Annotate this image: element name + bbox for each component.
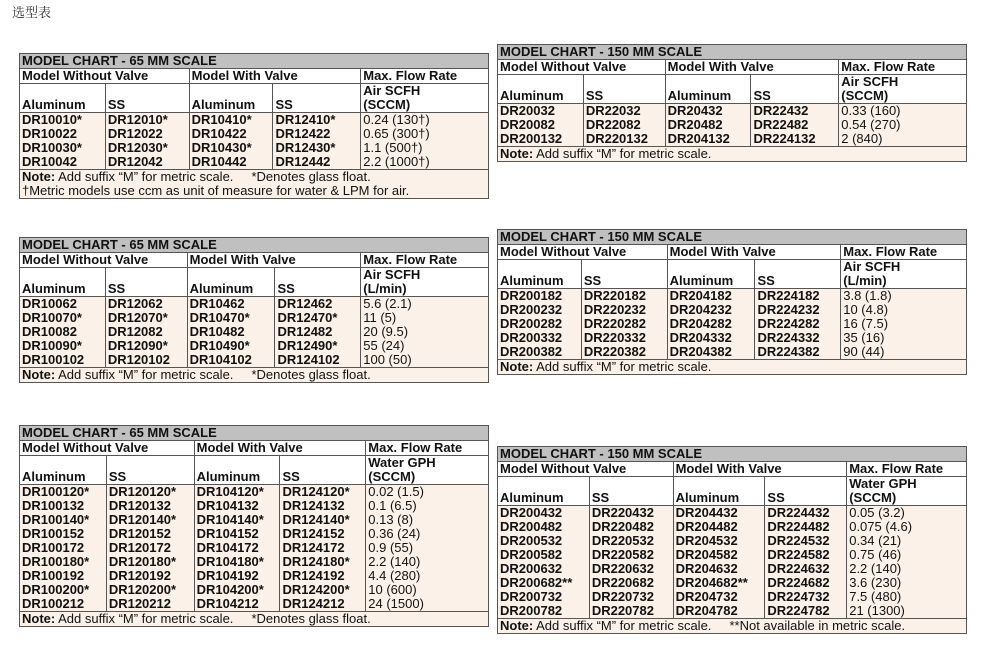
aluminum-without-valve-list	[498, 104, 584, 147]
col-ss-header: SS	[105, 84, 189, 113]
model-number: DR220382	[583, 344, 646, 359]
model-number: DR120132	[108, 498, 171, 513]
group-with-valve: Model With Valve	[665, 60, 839, 75]
model-number: DR104172	[196, 540, 259, 555]
model-number: DR120140*	[108, 512, 177, 527]
ss-with-valve-list	[280, 485, 366, 612]
col-ss-header: SS	[273, 84, 361, 113]
note-text: Add suffix “M” for metric scale. *Denotes glass float.	[55, 367, 371, 382]
flow-unit-line: Air SCFH	[363, 83, 421, 98]
model-number: DR20482	[667, 117, 723, 132]
model-number: DR12030*	[107, 140, 168, 155]
max-flow-header: Max. Flow Rate	[847, 462, 967, 477]
model-number: DR220132	[585, 131, 648, 146]
ss-with-valve-list	[765, 506, 847, 619]
aluminum-with-valve-list	[665, 104, 751, 147]
ss-with-valve-list	[755, 289, 841, 360]
group-without-valve: Model Without Valve	[498, 245, 668, 260]
model-number: DR120192	[108, 568, 171, 583]
flow-rate-value: 0.13 (8)	[368, 512, 414, 527]
flow-rate-value: 24 (1500)	[368, 596, 424, 611]
col-aluminum-header: Aluminum	[673, 477, 765, 506]
model-chart-150mm-air-sccm	[497, 44, 967, 162]
model-number: DR10070*	[22, 310, 82, 325]
model-number: DR124120*	[282, 484, 350, 499]
chart-note	[20, 170, 489, 199]
model-number: DR10062	[22, 296, 77, 311]
model-number: DR224582	[767, 547, 830, 562]
flow-rate-list	[366, 485, 489, 612]
max-flow-header: Max. Flow Rate	[839, 60, 967, 75]
model-number: DR200482	[500, 519, 563, 534]
model-number: DR224732	[767, 589, 830, 604]
model-number: DR120200*	[108, 582, 177, 597]
flow-rate-list	[361, 297, 489, 368]
model-number: DR10022	[22, 126, 77, 141]
flow-unit-header	[841, 260, 967, 289]
model-number: DR224482	[767, 519, 830, 534]
model-number: DR200682**	[500, 575, 573, 590]
flow-rate-value: 16 (7.5)	[843, 316, 889, 331]
model-number: DR204182	[669, 288, 732, 303]
model-number: DR12010*	[107, 112, 168, 127]
chart-title: MODEL CHART - 65 MM SCALE	[20, 238, 489, 253]
aluminum-with-valve-list	[673, 506, 765, 619]
model-number: DR124172	[282, 540, 345, 555]
flow-rate-value: 0.65 (300†)	[363, 126, 430, 141]
chart-note	[498, 147, 967, 162]
model-number: DR12422	[275, 126, 331, 141]
model-number: DR12070*	[107, 310, 168, 325]
flow-rate-value: 7.5 (480)	[849, 589, 902, 604]
flow-rate-value: 0.54 (270)	[841, 117, 901, 132]
col-ss-header: SS	[751, 75, 839, 104]
model-number: DR200632	[500, 561, 563, 576]
model-number: DR104132	[196, 498, 259, 513]
model-number: DR200282	[500, 316, 563, 331]
note-label: Note:	[500, 146, 534, 161]
col-ss-header: SS	[105, 268, 187, 297]
col-aluminum-header: Aluminum	[187, 268, 275, 297]
model-number: DR100212	[22, 596, 85, 611]
model-chart-65mm-water	[19, 425, 489, 627]
model-number: DR10482	[189, 324, 245, 339]
model-number: DR10470*	[189, 310, 250, 325]
model-number: DR124180*	[282, 554, 350, 569]
model-number: DR224682	[767, 575, 830, 590]
model-number: DR104140*	[196, 512, 264, 527]
model-number: DR104102	[189, 352, 252, 367]
flow-unit-line: Water GPH	[849, 476, 917, 491]
flow-rate-value: 2.2 (140)	[368, 554, 421, 569]
flow-unit-line: Water GPH	[368, 455, 436, 470]
model-number: DR12022	[107, 126, 163, 141]
model-number: DR204682**	[675, 575, 748, 590]
model-number: DR200332	[500, 330, 563, 345]
flow-rate-list	[361, 113, 489, 170]
flow-rate-value: 0.9 (55)	[368, 540, 414, 555]
model-number: DR104212	[196, 596, 259, 611]
flow-rate-list	[839, 104, 967, 147]
model-number: DR200732	[500, 589, 563, 604]
model-number: DR12470*	[277, 310, 338, 325]
flow-unit-line: (SCCM)	[849, 490, 897, 505]
flow-rate-value: 2 (840)	[841, 131, 883, 146]
model-number: DR200132	[500, 131, 563, 146]
col-aluminum-header: Aluminum	[498, 260, 582, 289]
model-number: DR220332	[583, 330, 646, 345]
model-number: DR104152	[196, 526, 259, 541]
model-number: DR100152	[22, 526, 85, 541]
aluminum-without-valve-list	[20, 485, 107, 612]
chart-title: MODEL CHART - 65 MM SCALE	[20, 54, 489, 69]
model-number: DR220632	[591, 561, 654, 576]
flow-unit-line: (SCCM)	[363, 97, 411, 112]
flow-rate-value: 0.75 (46)	[849, 547, 902, 562]
model-number: DR10010*	[22, 112, 82, 127]
model-number: DR120212	[108, 596, 171, 611]
model-number: DR22032	[585, 103, 641, 118]
aluminum-with-valve-list	[189, 113, 273, 170]
model-number: DR220682	[591, 575, 654, 590]
group-without-valve: Model Without Valve	[20, 253, 188, 268]
model-number: DR200582	[500, 547, 563, 562]
model-number: DR104180*	[196, 554, 264, 569]
model-chart-65mm-air-sccm	[19, 53, 489, 199]
flow-rate-value: 35 (16)	[843, 330, 885, 345]
model-number: DR22082	[585, 117, 641, 132]
model-number: DR204532	[675, 533, 738, 548]
note-text: Add suffix “M” for metric scale.	[533, 359, 712, 374]
flow-rate-value: 2.2 (1000†)	[363, 154, 430, 169]
model-number: DR22432	[753, 103, 809, 118]
model-number: DR104200*	[196, 582, 264, 597]
page-title: 选型表	[12, 6, 52, 21]
col-aluminum-header: Aluminum	[20, 456, 107, 485]
model-number: DR10410*	[191, 112, 252, 127]
model-number: DR124200*	[282, 582, 350, 597]
max-flow-header: Max. Flow Rate	[361, 253, 489, 268]
chart-title: MODEL CHART - 65 MM SCALE	[20, 426, 489, 441]
model-number: DR124140*	[282, 512, 350, 527]
model-number: DR200432	[500, 505, 563, 520]
col-aluminum-header: Aluminum	[189, 84, 273, 113]
col-aluminum-header: Aluminum	[20, 268, 106, 297]
model-number: DR10430*	[191, 140, 252, 155]
aluminum-without-valve-list	[498, 289, 582, 360]
flow-rate-value: 0.02 (1.5)	[368, 484, 424, 499]
model-chart-150mm-water	[497, 446, 967, 634]
model-number: DR224282	[757, 316, 820, 331]
model-number: DR100102	[22, 352, 85, 367]
max-flow-header: Max. Flow Rate	[361, 69, 489, 84]
flow-rate-value: 1.1 (500†)	[363, 140, 423, 155]
ss-without-valve-list	[581, 289, 667, 360]
flow-rate-value: 0.36 (24)	[368, 526, 421, 541]
flow-rate-value: 11 (5)	[363, 310, 397, 325]
flow-rate-value: 10 (600)	[368, 582, 417, 597]
model-number: DR224632	[767, 561, 830, 576]
model-number: DR100200*	[22, 582, 90, 597]
model-number: DR200782	[500, 603, 563, 618]
flow-rate-value: 0.34 (21)	[849, 533, 902, 548]
flow-rate-value: 55 (24)	[363, 338, 405, 353]
col-ss-header: SS	[765, 477, 847, 506]
flow-rate-list	[847, 506, 967, 619]
flow-rate-value: 0.33 (160)	[841, 103, 901, 118]
ss-without-valve-list	[583, 104, 665, 147]
model-chart-65mm-air-lmin	[19, 237, 489, 383]
group-with-valve: Model With Valve	[194, 441, 366, 456]
model-number: DR12042	[107, 154, 163, 169]
flow-rate-value: 10 (4.8)	[843, 302, 889, 317]
ss-without-valve-list	[589, 506, 673, 619]
aluminum-with-valve-list	[187, 297, 275, 368]
model-number: DR100120*	[22, 484, 90, 499]
aluminum-with-valve-list	[194, 485, 280, 612]
model-number: DR10442	[191, 154, 247, 169]
col-ss-header: SS	[275, 268, 361, 297]
group-with-valve: Model With Valve	[187, 253, 361, 268]
model-number: DR200382	[500, 344, 563, 359]
flow-unit-header	[839, 75, 967, 104]
note-text: Add suffix “M” for metric scale. **Not available in metric scale.	[533, 618, 906, 633]
flow-unit-line: (L/min)	[363, 281, 407, 296]
flow-rate-value: 90 (44)	[843, 344, 885, 359]
model-number: DR124192	[282, 568, 345, 583]
model-number: DR200182	[500, 288, 563, 303]
group-without-valve: Model Without Valve	[20, 441, 195, 456]
model-number: DR220732	[591, 589, 654, 604]
note-text: Add suffix “M” for metric scale. *Denotes glass float.	[55, 611, 371, 626]
model-number: DR120102	[107, 352, 170, 367]
model-number: DR10090*	[22, 338, 82, 353]
flow-unit-line: (L/min)	[843, 273, 887, 288]
col-ss-header: SS	[755, 260, 841, 289]
model-number: DR204132	[667, 131, 730, 146]
model-number: DR220282	[583, 316, 646, 331]
model-number: DR220182	[583, 288, 646, 303]
note-label: Note:	[500, 618, 534, 633]
flow-rate-value: 0.05 (3.2)	[849, 505, 905, 520]
model-number: DR12090*	[107, 338, 168, 353]
model-number: DR10490*	[189, 338, 250, 353]
note-label: Note:	[22, 367, 56, 382]
ss-with-valve-list	[273, 113, 361, 170]
flow-rate-value: 0.24 (130†)	[363, 112, 430, 127]
max-flow-header: Max. Flow Rate	[841, 245, 967, 260]
aluminum-without-valve-list	[498, 506, 590, 619]
flow-unit-line: Air SCFH	[363, 267, 421, 282]
flow-rate-value: 2.2 (140)	[849, 561, 902, 576]
group-with-valve: Model With Valve	[667, 245, 841, 260]
chart-note	[20, 368, 489, 383]
note-text: Add suffix “M” for metric scale. *Denotes glass float.	[55, 169, 371, 184]
model-number: DR12062	[107, 296, 163, 311]
model-number: DR20032	[500, 103, 555, 118]
col-ss-header: SS	[106, 456, 194, 485]
flow-rate-value: 20 (9.5)	[363, 324, 409, 339]
flow-rate-value: 3.6 (230)	[849, 575, 902, 590]
note-label: Note:	[22, 611, 56, 626]
aluminum-without-valve-list	[20, 297, 106, 368]
model-number: DR204232	[669, 302, 732, 317]
model-number: DR204782	[675, 603, 738, 618]
flow-unit-line: (SCCM)	[368, 469, 416, 484]
group-without-valve: Model Without Valve	[498, 60, 666, 75]
flow-rate-value: 3.8 (1.8)	[843, 288, 892, 303]
model-number: DR224132	[753, 131, 816, 146]
model-number: DR204282	[669, 316, 732, 331]
model-number: DR100140*	[22, 512, 90, 527]
note-text-line2: †Metric models use ccm as unit of measure for water & LPM for air.	[22, 183, 410, 198]
model-number: DR10422	[191, 126, 247, 141]
model-number: DR20432	[667, 103, 723, 118]
model-number: DR120180*	[108, 554, 177, 569]
model-number: DR124132	[282, 498, 345, 513]
model-number: DR204432	[675, 505, 738, 520]
model-number: DR204482	[675, 519, 738, 534]
model-number: DR224382	[757, 344, 820, 359]
col-ss-header: SS	[581, 260, 667, 289]
chart-title: MODEL CHART - 150 MM SCALE	[498, 447, 967, 462]
model-number: DR10462	[189, 296, 245, 311]
model-number: DR224532	[767, 533, 830, 548]
col-aluminum-header: Aluminum	[498, 75, 584, 104]
model-number: DR204382	[669, 344, 732, 359]
model-number: DR104192	[196, 568, 259, 583]
flow-unit-line: (SCCM)	[841, 88, 889, 103]
flow-rate-list	[841, 289, 967, 360]
note-label: Note:	[22, 169, 56, 184]
max-flow-header: Max. Flow Rate	[366, 441, 489, 456]
model-number: DR10042	[22, 154, 77, 169]
group-with-valve: Model With Valve	[189, 69, 361, 84]
model-number: DR124102	[277, 352, 340, 367]
flow-rate-value: 0.1 (6.5)	[368, 498, 417, 513]
model-number: DR12490*	[277, 338, 338, 353]
flow-rate-value: 21 (1300)	[849, 603, 905, 618]
model-number: DR12410*	[275, 112, 336, 127]
group-with-valve: Model With Valve	[673, 462, 847, 477]
col-ss-header: SS	[589, 477, 673, 506]
flow-rate-value: 4.4 (280)	[368, 568, 421, 583]
aluminum-without-valve-list	[20, 113, 106, 170]
note-text: Add suffix “M” for metric scale.	[533, 146, 712, 161]
model-number: DR124212	[282, 596, 345, 611]
col-aluminum-header: Aluminum	[665, 75, 751, 104]
model-number: DR120120*	[108, 484, 177, 499]
col-ss-header: SS	[583, 75, 665, 104]
model-number: DR100192	[22, 568, 85, 583]
ss-without-valve-list	[105, 113, 189, 170]
model-number: DR224782	[767, 603, 830, 618]
model-number: DR220232	[583, 302, 646, 317]
model-number: DR100180*	[22, 554, 90, 569]
model-number: DR220582	[591, 547, 654, 562]
chart-title: MODEL CHART - 150 MM SCALE	[498, 230, 967, 245]
flow-rate-value: 5.6 (2.1)	[363, 296, 412, 311]
model-number: DR220432	[591, 505, 654, 520]
model-number: DR224432	[767, 505, 830, 520]
model-number: DR10082	[22, 324, 77, 339]
model-number: DR220782	[591, 603, 654, 618]
model-number: DR204732	[675, 589, 738, 604]
group-without-valve: Model Without Valve	[20, 69, 190, 84]
chart-note	[498, 619, 967, 634]
ss-without-valve-list	[106, 485, 194, 612]
chart-note	[498, 360, 967, 375]
model-number: DR12082	[107, 324, 163, 339]
ss-with-valve-list	[275, 297, 361, 368]
model-number: DR204582	[675, 547, 738, 562]
ss-with-valve-list	[751, 104, 839, 147]
chart-title: MODEL CHART - 150 MM SCALE	[498, 45, 967, 60]
model-number: DR20082	[500, 117, 555, 132]
col-ss-header: SS	[280, 456, 366, 485]
chart-note	[20, 612, 489, 627]
model-number: DR104120*	[196, 484, 264, 499]
flow-rate-value: 0.075 (4.6)	[849, 519, 913, 534]
col-aluminum-header: Aluminum	[194, 456, 280, 485]
aluminum-with-valve-list	[667, 289, 755, 360]
model-number: DR120152	[108, 526, 171, 541]
flow-rate-value: 100 (50)	[363, 352, 412, 367]
flow-unit-header	[361, 84, 489, 113]
group-without-valve: Model Without Valve	[498, 462, 674, 477]
model-number: DR224332	[757, 330, 820, 345]
flow-unit-line: Air SCFH	[841, 74, 899, 89]
ss-without-valve-list	[105, 297, 187, 368]
model-number: DR100172	[22, 540, 85, 555]
model-number: DR120172	[108, 540, 171, 555]
model-number: DR204332	[669, 330, 732, 345]
flow-unit-line: Air SCFH	[843, 259, 901, 274]
col-aluminum-header: Aluminum	[498, 477, 590, 506]
col-aluminum-header: Aluminum	[667, 260, 755, 289]
model-number: DR10030*	[22, 140, 82, 155]
flow-unit-header	[847, 477, 967, 506]
model-number: DR200532	[500, 533, 563, 548]
model-number: DR22482	[753, 117, 809, 132]
note-label: Note:	[500, 359, 534, 374]
model-number: DR204632	[675, 561, 738, 576]
model-number: DR12442	[275, 154, 331, 169]
model-number: DR12462	[277, 296, 333, 311]
model-number: DR224182	[757, 288, 820, 303]
model-chart-150mm-air-lmin	[497, 229, 967, 375]
model-number: DR12430*	[275, 140, 336, 155]
model-number: DR12482	[277, 324, 333, 339]
model-number: DR124152	[282, 526, 345, 541]
model-number: DR100132	[22, 498, 85, 513]
model-number: DR220532	[591, 533, 654, 548]
model-number: DR220482	[591, 519, 654, 534]
col-aluminum-header: Aluminum	[20, 84, 106, 113]
flow-unit-header	[361, 268, 489, 297]
model-number: DR200232	[500, 302, 563, 317]
flow-unit-header	[366, 456, 489, 485]
model-number: DR224232	[757, 302, 820, 317]
